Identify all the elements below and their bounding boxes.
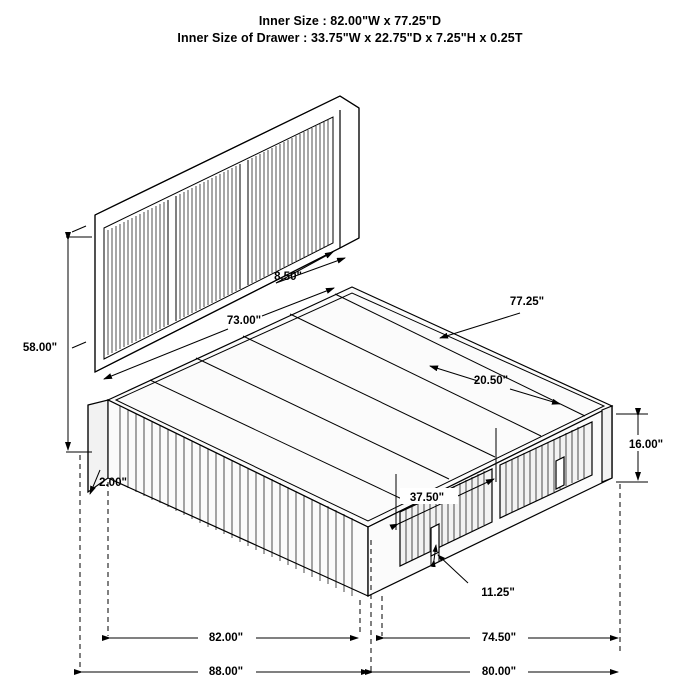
dim-58-00 [16, 226, 92, 452]
dim-label-11-25: 11.25" [481, 587, 515, 599]
header-line-1: Inner Size : 82.00"W x 77.25"D [258, 14, 442, 28]
dim-label-8-50: 8.50" [274, 271, 302, 283]
dim-label-20-50: 20.50" [473, 375, 509, 387]
dim-label-2-00: 2.00" [99, 477, 127, 489]
dim-label-16-00: 16.00" [628, 439, 664, 451]
dim-label-74-50: 74.50" [481, 632, 517, 644]
header-inner-size [0, 14, 700, 45]
dim-label-80-00: 80.00" [481, 666, 517, 678]
dim-80-00 [373, 662, 618, 678]
dim-label-88-00: 88.00" [208, 666, 244, 678]
dim-label-82-00: 82.00" [208, 632, 244, 644]
dim-88-00 [82, 662, 369, 678]
dim-74-50 [384, 628, 618, 644]
dim-16-00 [616, 414, 668, 482]
dim-77-25 [440, 296, 544, 338]
header-line-2: Inner Size of Drawer : 33.75"W x 22.75"D x 7.25"H x 0.25T [177, 31, 523, 45]
dim-82-00 [110, 628, 358, 644]
drawer-handle-2 [556, 457, 564, 489]
dim-label-73-00: 73.00" [226, 315, 262, 327]
dim-label-58-00: 58.00" [22, 342, 58, 354]
dim-label-77-25: 77.25" [509, 296, 545, 308]
dim-label-37-50: 37.50" [409, 492, 445, 504]
